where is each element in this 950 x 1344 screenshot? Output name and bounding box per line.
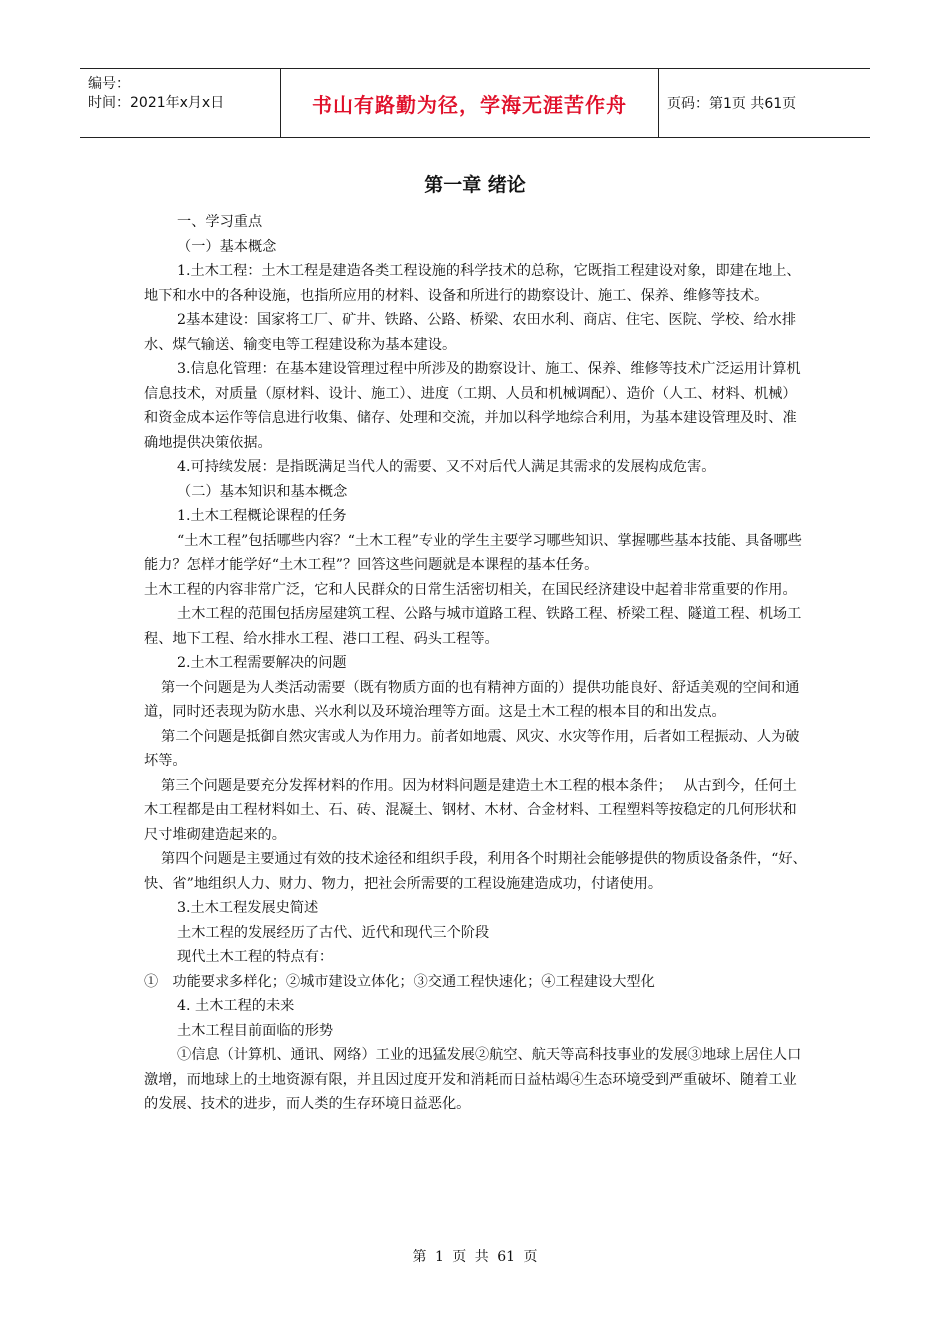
paragraph: “土木工程”包括哪些内容？“土木工程”专业的学生主要学习哪些知识、掌握哪些基本技能、具备哪些能力？怎样才能学好“土木工程”？回答这些问题就是本课程的基本任务。 (144, 532, 802, 573)
paragraph: （二）基本知识和基本概念 (177, 483, 348, 500)
date-line: 时间：2021年x月x日 (88, 95, 225, 111)
header-meta (80, 69, 280, 137)
page-header (80, 68, 870, 138)
paragraph: 2基本建设：国家将工厂、矿井、铁路、公路、桥梁、农田水利、商店、住宅、医院、学校、给水排水、煤气输送、输变电等工程建设称为基本建设。 (144, 312, 797, 353)
paragraph: 3.信息化管理：在基本建设管理过程中所涉及的勘察设计、施工、保养、维修等技术广泛运用计算机信息技术，对质量（原材料、设计、施工）、进度（工期、人员和机械调配）、造价（人工、材料、机械）和资金成本运作等信息进行收集、储存、处理和交流，并加以科学地综合利用，为基本建设管理及时、准确地提供决策依据。 (144, 361, 801, 451)
paragraph: 第一个问题是为人类活动需要（既有物质方面的也有精神方面的）提供功能良好、舒适美观的空间和通道，同时还表现为防水患、兴水利以及环境治理等方面。这是土木工程的根本目的和出发点。 (144, 679, 800, 720)
number-label: 编号： (88, 76, 130, 92)
page-footer: 第 1 页 共 61 页 (412, 1249, 538, 1265)
chapter-title: 第一章 绪论 (424, 174, 526, 196)
paragraph: 2.土木工程需要解决的问题 (177, 655, 347, 671)
paragraph: 4.可持续发展：是指既满足当代人的需要、又不对后代人满足其需求的发展构成危害。 (177, 459, 716, 475)
paragraph: 土木工程的发展经历了古代、近代和现代三个阶段 (177, 924, 490, 941)
motto: 书山有路勤为径，学海无涯苦作舟 (312, 92, 627, 117)
paragraph: 4. 土木工程的未来 (177, 998, 295, 1014)
header-page-info (659, 69, 870, 137)
paragraph: ①信息（计算机、通讯、网络）工业的迅猛发展②航空、航天等高科技事业的发展③地球上居住人口激增，而地球上的土地资源有限，并且因过度开发和消耗而日益枯竭④生态环境受到严重破坏、随着工业的发展、技术的进步，而人类的生存环境日益恶化。 (144, 1047, 802, 1112)
paragraph: 现代土木工程的特点有： (177, 949, 334, 965)
paragraph: 1.土木工程：土木工程是建造各类工程设施的科学技术的总称，它既指工程建设对象，即建在地上、地下和水中的各种设施，也指所应用的材料、设备和所进行的勘察设计、施工、保养、维修等技术。 (144, 263, 801, 304)
paragraph: 1.土木工程概论课程的任务 (177, 508, 347, 524)
paragraph: 土木工程目前面临的形势 (177, 1022, 334, 1039)
paragraph: （一）基本概念 (177, 238, 277, 255)
header-motto-cell (280, 69, 659, 137)
paragraph: ① 功能要求多样化；②城市建设立体化；③交通工程快速化；④工程建设大型化 (144, 973, 655, 990)
paragraph: 3.土木工程发展史简述 (177, 900, 319, 916)
paragraph: 土木工程的范围包括房屋建筑工程、公路与城市道路工程、铁路工程、桥梁工程、隧道工程、机场工程、地下工程、给水排水工程、港口工程、码头工程等。 (144, 606, 802, 647)
paragraph: 第二个问题是抵御自然灾害或人为作用力。前者如地震、风灾、水灾等作用，后者如工程振动、人为破坏等。 (144, 728, 800, 769)
paragraph: 第四个问题是主要通过有效的技术途径和组织手段，利用各个时期社会能够提供的物质设备条件，“好、快、省”地组织人力、财力、物力，把社会所需要的工程设施建造成功，付诸使用。 (144, 851, 807, 892)
page-info: 页码：第1页 共61页 (667, 96, 797, 112)
paragraph: 土木工程的内容非常广泛，它和人民群众的日常生活密切相关，在国民经济建设中起着非常重要的作用。 (144, 581, 797, 598)
paragraph: 第三个问题是要充分发挥材料的作用。因为材料问题是建造土木工程的根本条件； 从古到今，任何土木工程都是由工程材料如土、石、砖、混凝土、钢材、木材、合金材料、工程塑料等按稳定的几何形状和尺寸堆砌建造起来的。 (144, 777, 797, 843)
paragraph: 一、学习重点 (177, 214, 263, 230)
document-body (144, 210, 809, 1117)
